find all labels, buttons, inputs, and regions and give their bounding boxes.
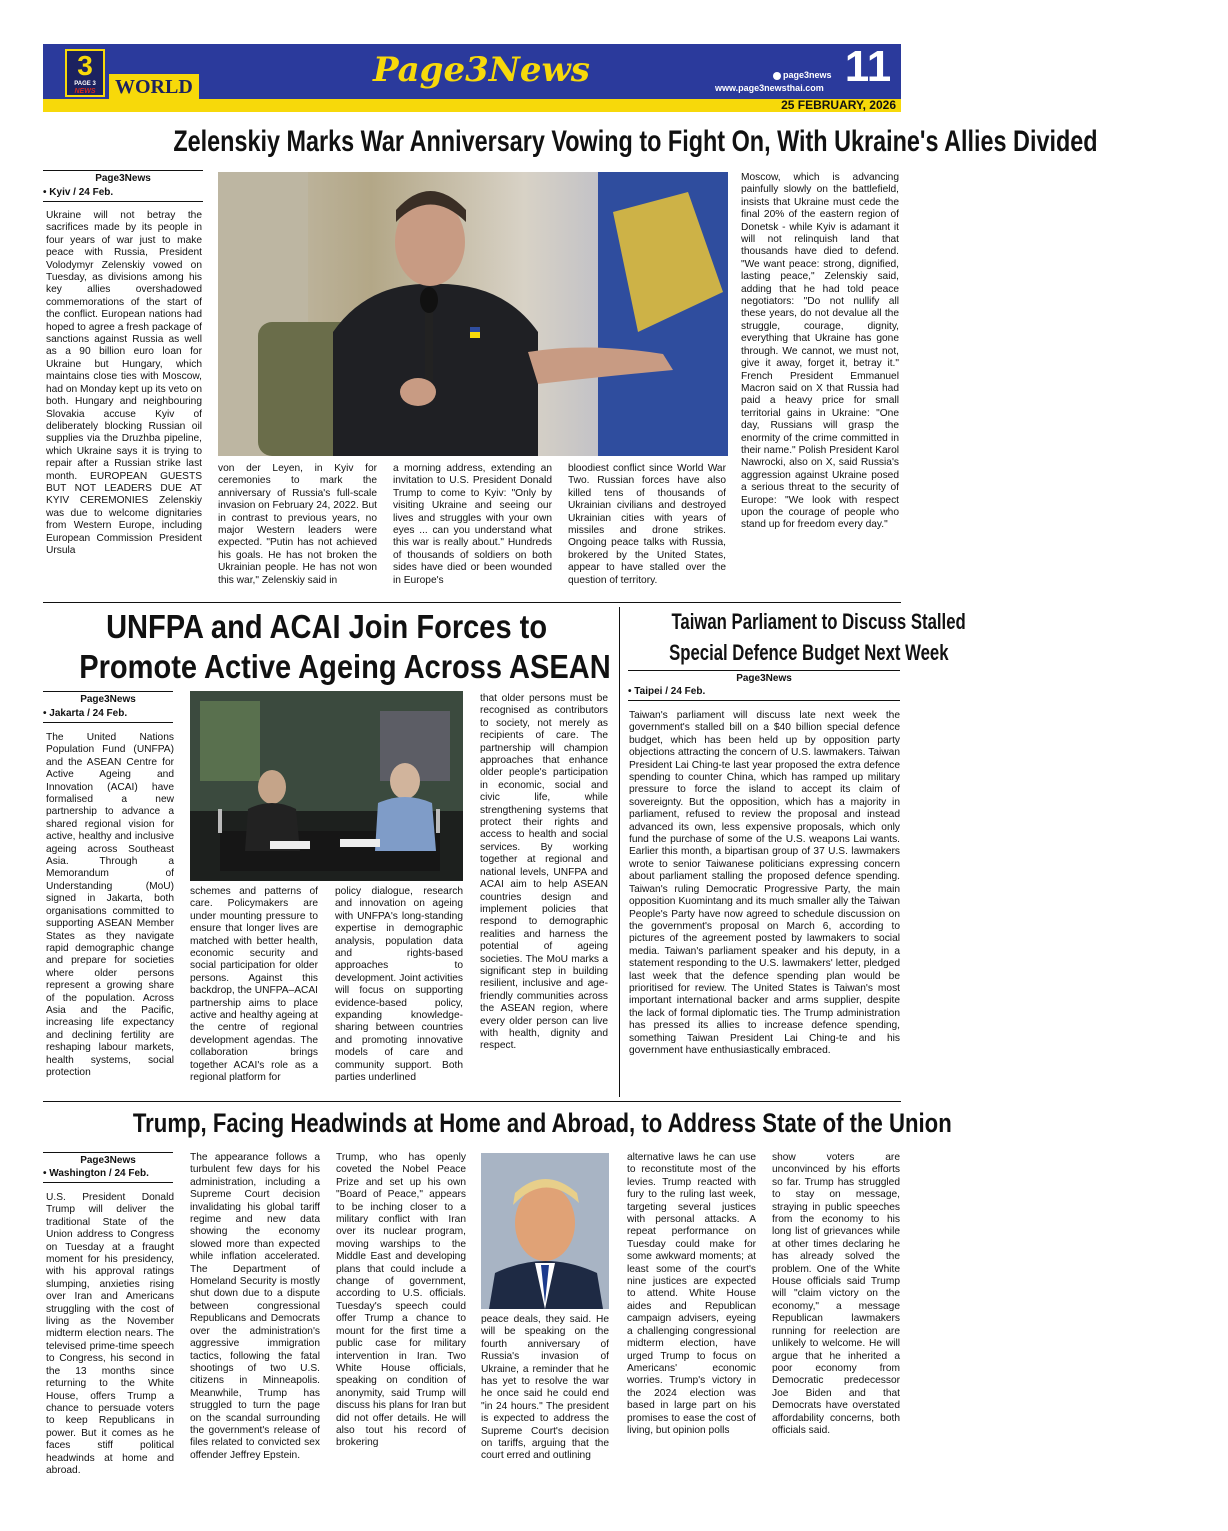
article4-col3: Trump, who has openly coveted the Nobel Peace Prize and set up his own "Board of Peace," appears to be inching closer to a military conflict with Iran over its nuclear program, moving warships to the Middle East and developing plans that could include a change of government, according to U.S. officials. Tuesday's speech could offer Trump a chance to mount for the first time a public case for military intervention in Iran. Two White House officials, speaking on condition of anonymity, said Trump will discuss his plans for Iran but did not offer details. He will also tout his record of brokering [336,1152,466,1449]
article1-dateline: • Kyiv / 24 Feb. [43,185,203,202]
article1-col2: von der Leyen, in Kyiv for ceremonies to mark the anniversary of Russia's full-scale invasion on February 24, 2022. But in contrast to previous years, no major Western leaders were expected. "Putin has not achieved his goals. He has not broken the Ukrainian people. He has not won this war," Zelenskiy said in [218,463,377,586]
issue-date: 25 FEBRUARY, 2026 [781,98,896,112]
article1-headline: Zelenskiy Marks War Anniversary Vowing to Fight On, With Ukraine's Allies Divided [173,125,1098,158]
article1-col4: bloodiest conflict since World War Two. Russian forces have also killed tens of thousands of Ukrainian civilians and destroyed Ukrainian cities with years of missiles and drone strikes. Ongoing peace talks with Russia, brokered by the United States, appear to have stalled over the question of territory. [568,463,726,586]
section-label: WORLD [115,76,193,98]
column-divider [619,607,620,1097]
trump-photo-svg [481,1153,609,1309]
article2-col2: schemes and patterns of care. Policymakers are under mounting pressure to ensure that longer lives are matched with better health, economic security and social participation for older persons. Against this backdrop, the UNFPA–ACAI partnership aims to place active and healthy ageing at the centre of regional development agendas. The collaboration brings together ACAI's role as a regional platform for [190,886,318,1084]
article4-headline: Trump, Facing Headwinds at Home and Abroad, to Address State of the Union [132,1108,952,1138]
article2-headline-line2: Promote Active Ageing Across ASEAN [79,648,611,685]
article4-col5: alternative laws he can use to reconstitute most of the levies. Trump reacted with fury to the ruling last week, targeting several justices with personal attacks. A repeat performance on Tuesday could make for some awkward moments; at least some of the court's nine justices are expected to attend. White House aides and Republican campaign advisers, eyeing a challenging congressional midterm election, have urged Trump to focus on Americans' economic worries. Trump's victory in the 2024 election was based in large part on his promises to ease the cost of living, but opinion polls [627,1152,756,1436]
article1-source: Page3News [43,170,203,184]
article3-body: Taiwan's parliament will discuss late next week the government's stalled bill on a $40 billion special defence budget, which has been held up by opposition party objections attracting the concern of U.S. lawmakers. Taiwan President Lai Ching-te last year proposed the extra defence spending to counter China, which has ramped up military pressure to force the island to accept its claim of sovereignty. But the opposition, which has a majority in parliament, refused to review the proposal and instead advanced its own, less expensive proposals, which only fund the purchase of some of the U.S. weapons Lai wants. Earlier this month, a bipartisan group of 37 U.S. lawmakers wrote to senior Taiwanese politicians expressing concern about parliament stalling the proposed defence spending. Taiwan's ruling Democratic Progressive Party, the main opposition Kuomintang and its much smaller ally the Taiwan People's Party have now agreed to schedule discussion on the government's proposal on March 6, according to pictures of the agreement posted by lawmakers to social media. Taiwan's parliament speaker and his deputy, in a statement responding to the U.S. lawmakers' letter, pledged last week that the defence spending plan would be prioritised for review. The United States is Taiwan's most important international backer and arms supplier, despite the lack of formal diplomatic ties. The Trump administration has pressed its allies to increase defence spending, something Taiwan President Lai Ching-te and his government have enthusiastically embraced. [629,710,900,1056]
divider-2 [43,1101,901,1102]
article2-col1: The United Nations Population Fund (UNFPA) and the ASEAN Centre for Active Ageing and Innovation (ACAI) have formalised a new partnership to advance a shared regional vision for active, healthy and inclusive ageing across Southeast Asia. Through a Memorandum of Understanding (MoU) signed in Jakarta, both organisations committed to supporting ASEAN Member States as they navigate rapid demographic change and prepare for societies where older persons represent a growing share of the population. Across Asia and the Pacific, increasing life expectancy and declining fertility are reshaping labour markets, health systems, social protection [46,732,174,1078]
trump-photo [481,1153,609,1309]
social-icon [773,72,781,80]
article4-col6: show voters are unconvinced by his efforts so far. Trump has struggled to stay on message, straying in public speeches from the economy to his long list of grievances while at other times declaring he has already solved the problem. One of the White House officials said Trump will "claim victory on the economy," a message Republican lawmakers running for reelection are unlikely to welcome. He will argue that he inherited a poor economy from Democratic predecessor Joe Biden and that Democrats have overstated affordability concerns, both officials said. [772,1152,900,1436]
social-handle-text: page3news [783,70,832,80]
article4-col1: U.S. President Donald Trump will deliver the traditional State of the Union address to Congress on Tuesday at a fraught moment for his presidency, with his approval ratings slumping, anxieties rising over Iran and Americans struggling with the cost of living as the November midterm election nears. The televised prime-time speech to Congress, his second in the 13 months since returning to the White House, offers Trump a chance to persuade voters to keep Republicans in power. But it comes as he faces stiff political headwinds at home and abroad. [46,1192,174,1476]
logo-badge [65,49,105,97]
article4-col2: The appearance follows a turbulent few days for his administration, including a Supreme Court decision invalidating his global tariff regime and new data showing the economy slowed more than expected while inflation accelerated. The Department of Homeland Security is mostly shut down due to a dispute between congressional Republicans and Democrats over the administration's aggressive immigration tactics, following the fatal shootings of two U.S. citizens in Minneapolis. Meanwhile, Trump has struggled to turn the page on the scandal surrounding the government's release of files related to convicted sex offender Jeffrey Epstein. [190,1152,320,1461]
mou-signing-photo-svg [190,691,463,881]
article3-source: Page3News [628,670,900,684]
page-number: 11 [844,42,892,91]
zelenskiy-photo-svg [218,172,728,456]
social-handle [773,70,832,80]
website: www.page3newsthai.com [715,83,824,93]
paper-title: Page3News [373,50,590,90]
divider-1 [43,602,901,603]
article3-dateline: • Taipei / 24 Feb. [628,684,900,701]
article2-dateline: • Jakarta / 24 Feb. [43,706,173,723]
masthead [43,44,901,99]
logo-number: 3 [77,50,93,81]
article4-source: Page3News [43,1152,173,1166]
logo-line2: NEWS [74,88,96,95]
article3-headline-line1: Taiwan Parliament to Discuss Stalled [671,609,966,634]
mou-signing-photo [190,691,463,881]
article1-col5: Moscow, which is advancing painfully slowly on the battlefield, insists that Ukraine must cede the final 20% of the eastern region of Donetsk - while Kyiv is adamant it will not relinquish land that thousands have died to defend. "We want peace: strong, dignified, lasting peace," Zelenskiy said, adding that he had told peace negotiators: "Do not nullify all these years, do not devalue all the struggle, courage, dignity, everything that Ukraine has gone through. We cannot, we must not, give it away, forget it, betray it." French President Emmanuel Macron said on X that Russia had paid a heavy price for small territorial gains in Ukraine: "One day, Russians will grasp the enormity of the crime committed in their name." Polish President Karol Nawrocki, also on X, said Russia's aggression against Ukraine posed a serious threat to the security of Europe: "We look with respect upon the courage of people who stand up for freedom every day." [741,172,899,531]
article2-col3: policy dialogue, research and innovation on ageing with UNFPA's long-standing expertise in demographic analysis, population data and rights-based approaches to development. Joint activities will focus on supporting evidence-based policy, expanding knowledge-sharing between countries and promoting innovative models of care and community support. Both parties underlined [335,886,463,1084]
article4-dateline: • Washington / 24 Feb. [43,1166,173,1183]
article2-col4: that older persons must be recognised as contributors to society, not merely as recipients of care. The partnership will champion approaches that enhance older people's participation in economic, social and civic life, while strengthening systems that protect their rights and access to health and social services. By working together at regional and national levels, UNFPA and ACAI aim to help ASEAN countries design and implement policies that respond to demographic realities and harness the potential of ageing societies. The MoU marks a significant step in building resilient, inclusive and age-friendly communities across the ASEAN region, where every older person can live with health, dignity and respect. [480,693,608,1052]
article3-headline-line2: Special Defence Budget Next Week [669,640,949,665]
article4-col4: peace deals, they said. He will be speaking on the fourth anniversary of Russia's invasion of Ukraine, a reminder that he has yet to resolve the war he once said he could end "in 24 hours." The president is expected to address the Supreme Court's decision on tariffs, arguing that the court erred and outlining [481,1314,609,1462]
article2-headline-line1: UNFPA and ACAI Join Forces to [106,608,548,645]
article1-col3: a morning address, extending an invitation to U.S. President Donald Trump to come to Kyiv: "Only by visiting Ukraine and seeing our lives and struggles with your own eyes ... can you understand what this war is really about." Hundreds of thousands of soldiers on both sides have died or been wounded in Europe's [393,463,552,586]
zelenskiy-photo [218,172,728,456]
article1-col1: Ukraine will not betray the sacrifices made by its people in four years of war just to make peace with Russia, President Volodymyr Zelenskiy vowed on Tuesday, as divisions among his key allies overshadowed commemorations of the start of the conflict. European nations had hoped to agree a fresh package of sanctions against Russia as well as a 90 billion euro loan for Ukraine but Hungary, which maintains close ties with Moscow, had on Monday kept up its veto on both. Hungary and neighbouring Slovakia accuse Kyiv of deliberately blocking Russian oil supplies via the Druzhba pipeline, which Ukraine says it is trying to repair after a Russian strike last month. EUROPEAN GUESTS BUT NOT LEADERS DUE AT KYIV CEREMONIES Zelenskiy was due to welcome dignitaries from Western Europe, including European Commission President Ursula [46,210,202,556]
article2-source: Page3News [43,691,173,705]
logo-line1: PAGE 3 [74,81,96,87]
